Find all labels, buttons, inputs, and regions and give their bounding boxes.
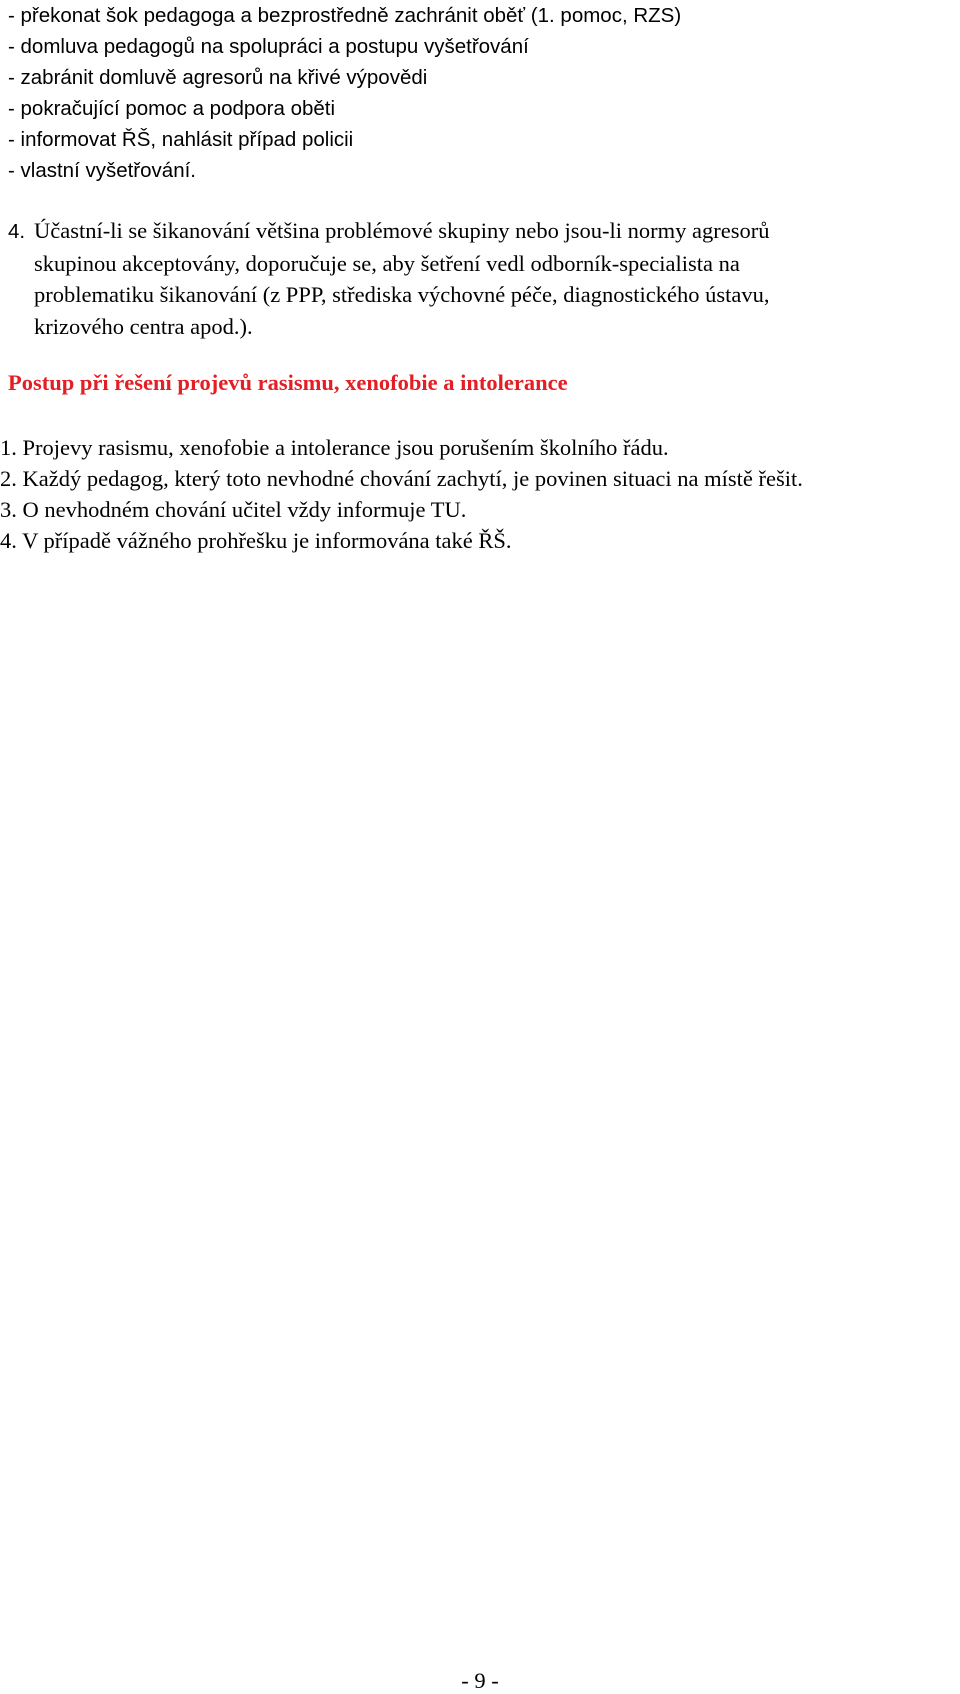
racism-procedure-list: [0, 432, 803, 556]
page-number: - 9 -: [461, 1668, 499, 1693]
section-heading: Postup při řešení projevů rasismu, xenofobie a intolerance: [8, 370, 568, 395]
paragraph-number: 4.: [8, 220, 26, 243]
list-item: 2. Každý pedagog, který toto nevhodné chování zachytí, je povinen situaci na místě řešit.: [0, 466, 803, 491]
list-item: - domluva pedagogů na spolupráci a postupu vyšetřování: [8, 35, 529, 58]
list-item: - informovat ŘŠ, nahlásit případ policii: [8, 128, 354, 151]
list-item: - překonat šok pedagoga a bezprostředně zachránit oběť (1. pomoc, RZS): [8, 4, 682, 27]
paragraph-line: problematiku šikanování (z PPP, střediska výchovné péče, diagnostického ústavu,: [34, 282, 770, 307]
procedure-steps-list: [8, 0, 681, 186]
list-item: 4. V případě vážného prohřešku je informována také ŘŠ.: [0, 528, 512, 553]
numbered-paragraph-4: [8, 215, 948, 342]
paragraph-line: krizového centra apod.).: [34, 313, 253, 339]
list-item: - zabránit domluvě agresorů na křivé výpovědi: [8, 66, 428, 89]
paragraph-line: skupinou akceptovány, doporučuje se, aby šetření vedl odborník-specialista na: [34, 250, 740, 276]
list-item: - pokračující pomoc a podpora oběti: [8, 97, 336, 120]
list-item: - vlastní vyšetřování.: [8, 159, 196, 182]
list-item: 1. Projevy rasismu, xenofobie a intolerance jsou porušením školního řádu.: [0, 435, 669, 460]
paragraph-line: Účastní-li se šikanování většina problémové skupiny nebo jsou-li normy agresorů: [34, 218, 770, 243]
list-item: 3. O nevhodném chování učitel vždy informuje TU.: [0, 497, 467, 522]
